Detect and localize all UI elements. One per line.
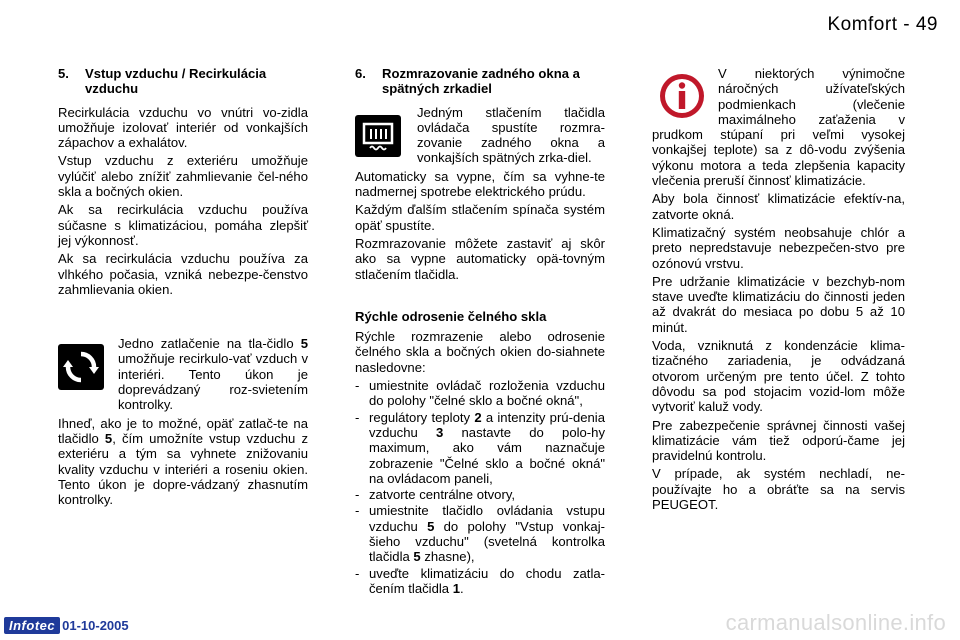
section-number: 6. xyxy=(355,66,366,81)
recirculation-text: Jedno zatlačenie na tla-čidlo 5 umožňuje recirkulo-vať vzduch v interiéri. Tento úkon je doprevádzaný roz-svietením kontrolky. xyxy=(118,336,308,413)
paragraph: Ihneď, ako je to možné, opäť zatlač-te na tlačidlo 5, čím umožníte vstup vzduchu z exteriéru a tým sa vyhnete znižovaniu kvality vzduchu v interiéri a roseniu okien. Tento úkon je dopre-vádzaný zhasnutím kontrolky. xyxy=(58,415,308,508)
paragraph: Pre zabezpečenie správnej činnosti vašej klimatizácie vám tiež odporú-čame jej pravidelnú kontrolu. xyxy=(652,417,905,464)
defrost-block xyxy=(355,105,605,166)
footer xyxy=(4,617,129,634)
paragraph: Recirkulácia vzduchu vo vnútri vo-zidla umožňuje izolovať interiér od vonkajších zápachov a exhalátov. xyxy=(58,104,308,151)
infotec-logo: Infotec xyxy=(4,617,60,634)
list-item: - uveďte klimatizáciu do chodu zatla-čením tlačidla 1. xyxy=(355,566,605,597)
footer-date: 01-10-2005 xyxy=(62,618,129,633)
section-title-text: Vstup vzduchu / Recirkulácia vzduchu xyxy=(85,66,267,97)
paragraph: Klimatizačný systém neobsahuje chlór a preto nepredstavuje nebezpečen-stvo pre ozónovú vrstvu. xyxy=(652,224,905,271)
list-item: - umiestnite ovládač rozloženia vzduchu do polohy "čelné sklo a bočné okná", xyxy=(355,378,605,409)
column-3 xyxy=(652,66,905,515)
paragraph: Rýchle rozmrazenie alebo odrosenie čelného skla a bočných okien do-siahnete nasledovne: xyxy=(355,329,605,375)
list-item: - zatvorte centrálne otvory, xyxy=(355,487,605,502)
paragraph: Pre udržanie klimatizácie v bezchyb-nom stave uveďte klimatizáciu do činnosti jeden až dvakrát do mesiaca po dobu 5 až 10 minút. xyxy=(652,273,905,335)
page-title: Komfort - 49 xyxy=(827,14,938,35)
paragraph: Aby bola činnosť klimatizácie efektív-na, zatvorte okná. xyxy=(652,191,905,222)
paragraph: Ak sa recirkulácia vzduchu používa súčasne s klimatizáciou, pomáha zlepšiť jej výkonnosť. xyxy=(58,202,308,248)
header-bar xyxy=(0,0,960,46)
paragraph: Každým ďalším stlačením spínača systém opäť spustíte. xyxy=(355,202,605,233)
defrost-text: Jedným stlačením tlačidla ovládača spustíte rozmra-zovanie zadného okna a vonkajších spätných zrka-diel. xyxy=(417,104,605,166)
paragraph: Ak sa recirkulácia vzduchu používa za vlhkého počasia, vzniká nebezpe-čenstvo zahmlievania okien. xyxy=(58,251,308,297)
list-item: - regulátory teploty 2 a intenzity prú-denia vzduchu 3 nastavte do polo-hy maximum, ako vám naznačuje zobrazenie "Čelné sklo a bočné okná" na ovládacom paneli, xyxy=(355,410,605,486)
subsection-title: Rýchle odrosenie čelného skla xyxy=(355,308,547,324)
section-title-text: Rozmrazovanie zadného okna a spätných zrkadiel xyxy=(382,66,580,97)
info-warning-icon xyxy=(658,72,706,120)
watermark: carmanualsonline.info xyxy=(725,610,946,635)
paragraph: V prípade, ak systém nechladí, ne-používajte ho a obráťte sa na servis PEUGEOT. xyxy=(652,466,905,513)
list-item: - umiestnite tlačidlo ovládania vstupu vzduchu 5 do polohy "Vstup vonkaj-šieho vzduchu" (svetelná kontrolka tlačidla 5 zhasne), xyxy=(355,503,605,564)
paragraph: Rozmrazovanie môžete zastaviť aj skôr ako sa vypne automaticky opä-tovným stlačením tlačidla. xyxy=(355,235,605,282)
section-6-title xyxy=(355,66,605,97)
section-5-title xyxy=(58,66,308,97)
rear-defrost-icon xyxy=(355,115,401,157)
paragraph: Vstup vzduchu z exteriéru umožňuje vylúčiť alebo znížiť zahmlievanie čel-ného skla a bočných okien. xyxy=(58,153,308,200)
warning-text: V niektorých výnimočne náročných užívateľských podmienkach (vlečenie maximálneho zaťaženia v prudkom stúpaní pri veľmi vysokej vonkajšej teplote) sa z dô-vodu zvýšenia výkonu motora a teda zlepšenia kapacity vlečenia preruší činnosť klimatizácie. xyxy=(652,66,905,189)
warning-block xyxy=(652,66,905,188)
steps-list xyxy=(355,378,605,596)
paragraph: Voda, vzniknutá z kondenzácie klima-tizačného zariadenia, je odvádzaná otvorom určeným pre tento účel. Z tohto dôvodu sa pod stojacim vozid-lom môže vytvoriť kaluž vody. xyxy=(652,338,905,415)
paragraph: Automaticky sa vypne, čím sa vyhne-te nadmernej spotrebe elektrického prúdu. xyxy=(355,168,605,200)
recirculation-block xyxy=(58,336,308,412)
recirculation-icon xyxy=(58,344,104,390)
column-1 xyxy=(58,66,308,510)
section-number: 5. xyxy=(58,66,69,81)
column-2 xyxy=(355,66,605,597)
